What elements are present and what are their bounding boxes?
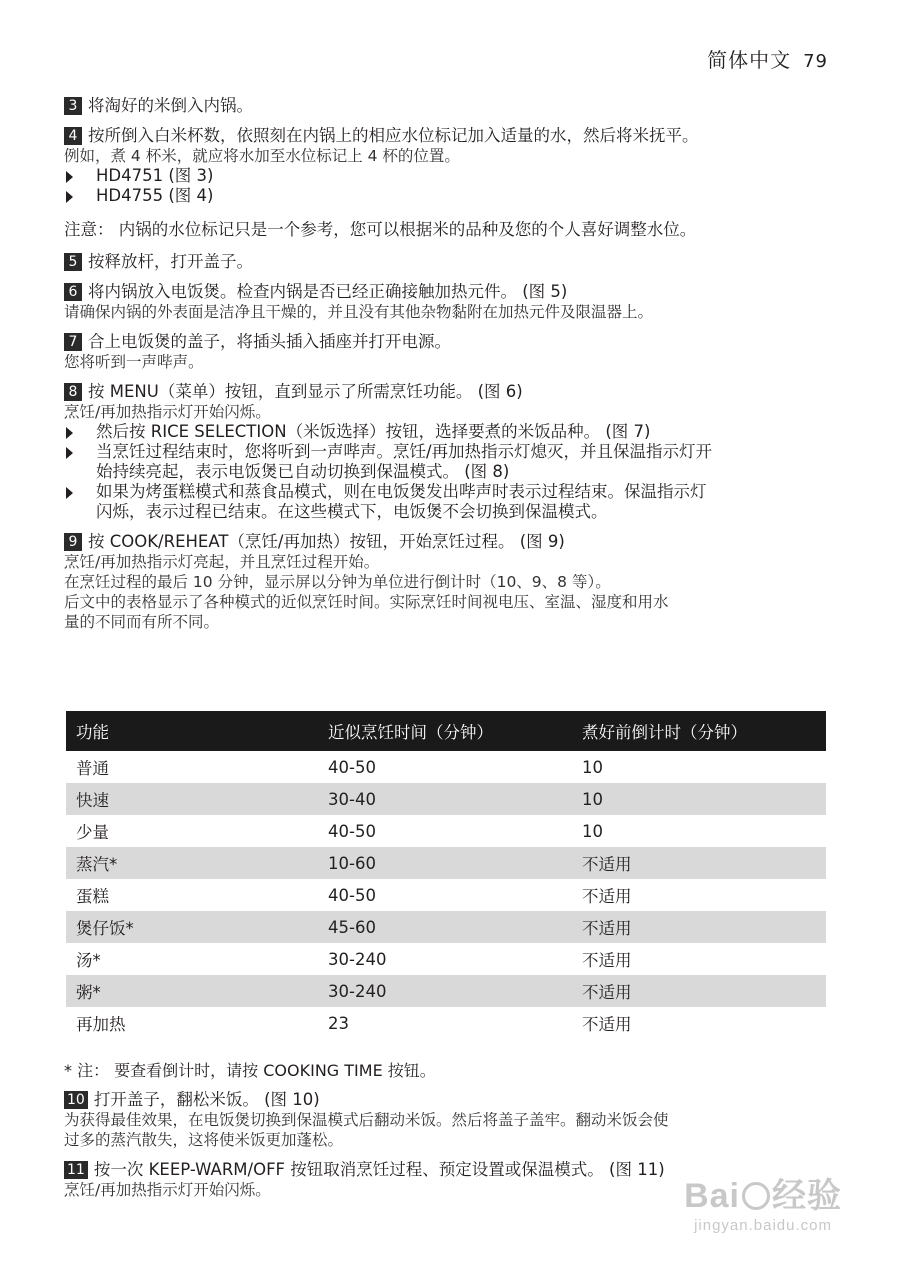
column-header: 煮好前倒计时（分钟） xyxy=(572,711,826,751)
table-row xyxy=(66,975,826,1007)
table-cell: 煲仔饭* xyxy=(66,911,318,943)
watermark: Bai 经验 jingyan.baidu.com xyxy=(684,1177,842,1234)
watermark-url: jingyan.baidu.com xyxy=(694,1217,832,1234)
list-item: HD4755 (图 4) xyxy=(64,186,826,206)
table-row xyxy=(66,1007,826,1039)
step-detail: 烹饪/再加热指示灯开始闪烁。 xyxy=(64,403,271,421)
step-detail: 例如，煮 4 杯米，就应将水加至水位标记上 4 杯的位置。 xyxy=(64,147,460,165)
paw-icon xyxy=(742,1182,770,1210)
table-cell: 30-240 xyxy=(318,975,572,1007)
table-cell: 不适用 xyxy=(582,951,632,970)
table-cell: 10-60 xyxy=(318,847,572,879)
step-text: 按 COOK/REHEAT（烹饪/再加热）按钮，开始烹饪过程。 (图 9) xyxy=(88,532,565,551)
table-cell: 10 xyxy=(582,757,603,777)
table-cell: 蛋糕 xyxy=(76,887,109,906)
table-cell: 汤* xyxy=(76,951,101,970)
table-cell: 快速 xyxy=(66,783,318,815)
step-text: 按所倒入白米杯数，依照刻在内锅上的相应水位标记加入适量的水，然后将米抚平。 xyxy=(88,126,699,145)
step-text: 按 MENU（菜单）按钮，直到显示了所需烹饪功能。 (图 6) xyxy=(88,382,523,401)
step-number: 7 xyxy=(64,333,82,351)
step-detail: 过多的蒸汽散失，这将使米饭更加蓬松。 xyxy=(64,1131,344,1149)
step-number: 3 xyxy=(64,97,82,115)
header-title: 简体中文 xyxy=(707,48,792,72)
step-text: 合上电饭煲的盖子，将插头插入插座并打开电源。 xyxy=(88,332,451,351)
step-4 xyxy=(64,126,826,166)
table-cell: 40-50 xyxy=(328,821,376,841)
step-number: 10 xyxy=(64,1091,88,1109)
table-footnote: * 注： 要查看倒计时，请按 COOKING TIME 按钮。 xyxy=(64,1061,436,1080)
step-5 xyxy=(64,252,826,272)
table-cell: 23 xyxy=(328,1013,349,1033)
table-header-row xyxy=(66,711,826,751)
step-detail: 烹饪/再加热指示灯亮起，并且烹饪过程开始。 xyxy=(64,553,380,571)
list-item: HD4751 (图 3) xyxy=(64,166,826,186)
page-number: 79 xyxy=(803,51,828,72)
step-text: 将淘好的米倒入内锅。 xyxy=(88,96,253,115)
table-cell: 40-50 xyxy=(328,757,376,777)
table-row xyxy=(66,815,826,847)
table-cell: 再加热 xyxy=(76,1015,126,1034)
list-item: 当烹饪过程结束时，您将听到一声哔声。烹饪/再加热指示灯熄灭，并且保温指示灯开 始持续亮起，表示电饭煲已自动切换到保温模式。 (图 8) xyxy=(64,442,826,482)
column-header: 近似烹饪时间（分钟） xyxy=(318,711,572,751)
table-row xyxy=(66,847,826,879)
model-list xyxy=(64,166,826,206)
table-cell: 45-60 xyxy=(318,911,572,943)
table-cell: 少量 xyxy=(76,823,109,842)
table-row xyxy=(66,879,826,911)
table-cell: 不适用 xyxy=(582,887,632,906)
step-detail: 在烹饪过程的最后 10 分钟，显示屏以分钟为单位进行倒计时（10、9、8 等）。 xyxy=(64,573,611,591)
step-8-list xyxy=(64,422,826,522)
step-3 xyxy=(64,96,826,116)
step-text: 按一次 KEEP-WARM/OFF 按钮取消烹饪过程、预定设置或保温模式。 (图 11) xyxy=(93,1160,665,1179)
table-cell: 10 xyxy=(582,821,603,841)
step-text: 将内锅放入电饭煲。检查内锅是否已经正确接触加热元件。 (图 5) xyxy=(88,282,568,301)
column-header: 功能 xyxy=(66,711,318,751)
table-cell: 粥* xyxy=(66,975,318,1007)
step-number: 11 xyxy=(64,1161,88,1179)
step-detail: 请确保内锅的外表面是洁净且干燥的，并且没有其他杂物黏附在加热元件及限温器上。 xyxy=(64,303,654,321)
note: 注意： 内锅的水位标记只是一个参考，您可以根据米的品种及您的个人喜好调整水位。 xyxy=(64,220,697,239)
step-detail: 量的不同而有所不同。 xyxy=(64,613,220,631)
list-item: 然后按 RICE SELECTION（米饭选择）按钮，选择要煮的米饭品种。 (图 7) xyxy=(64,422,826,442)
step-number: 5 xyxy=(64,253,82,271)
table-cell: 蒸汽* xyxy=(66,847,318,879)
step-detail: 烹饪/再加热指示灯开始闪烁。 xyxy=(64,1181,271,1199)
page-header xyxy=(707,44,828,73)
step-number: 6 xyxy=(64,283,82,301)
step-text: 按释放杆，打开盖子。 xyxy=(88,252,253,271)
step-8 xyxy=(64,382,826,422)
table-row xyxy=(66,751,826,783)
step-detail: 后文中的表格显示了各种模式的近似烹饪时间。实际烹饪时间视电压、室温、湿度和用水 xyxy=(64,593,669,611)
table-cell: 不适用 xyxy=(582,1015,632,1034)
step-detail: 为获得最佳效果，在电饭煲切换到保温模式后翻动米饭。然后将盖子盖牢。翻动米饭会使 xyxy=(64,1111,669,1129)
table-cell: 普通 xyxy=(76,759,109,778)
list-item: 如果为烤蛋糕模式和蒸食品模式，则在电饭煲发出哔声时表示过程结束。保温指示灯 闪烁，表示过程已结束。在这些模式下，电饭煲不会切换到保温模式。 xyxy=(64,482,826,522)
table-cell: 30-240 xyxy=(328,949,387,969)
step-number: 8 xyxy=(64,383,82,401)
table-cell: 40-50 xyxy=(328,885,376,905)
table-cell: 不适用 xyxy=(572,911,826,943)
step-9 xyxy=(64,532,826,632)
table-row xyxy=(66,911,826,943)
table-cell: 10 xyxy=(572,783,826,815)
table-cell: 不适用 xyxy=(572,975,826,1007)
step-detail: 您将听到一声哔声。 xyxy=(64,353,204,371)
table-cell: 不适用 xyxy=(572,847,826,879)
step-text: 打开盖子，翻松米饭。 (图 10) xyxy=(93,1090,320,1109)
table-cell: 30-40 xyxy=(318,783,572,815)
step-6 xyxy=(64,282,826,322)
instructions-upper xyxy=(64,96,826,642)
step-number: 9 xyxy=(64,533,82,551)
table-row xyxy=(66,943,826,975)
table-row xyxy=(66,783,826,815)
step-10 xyxy=(64,1090,826,1150)
cooking-time-table xyxy=(66,711,826,1039)
step-7 xyxy=(64,332,826,372)
step-number: 4 xyxy=(64,127,82,145)
